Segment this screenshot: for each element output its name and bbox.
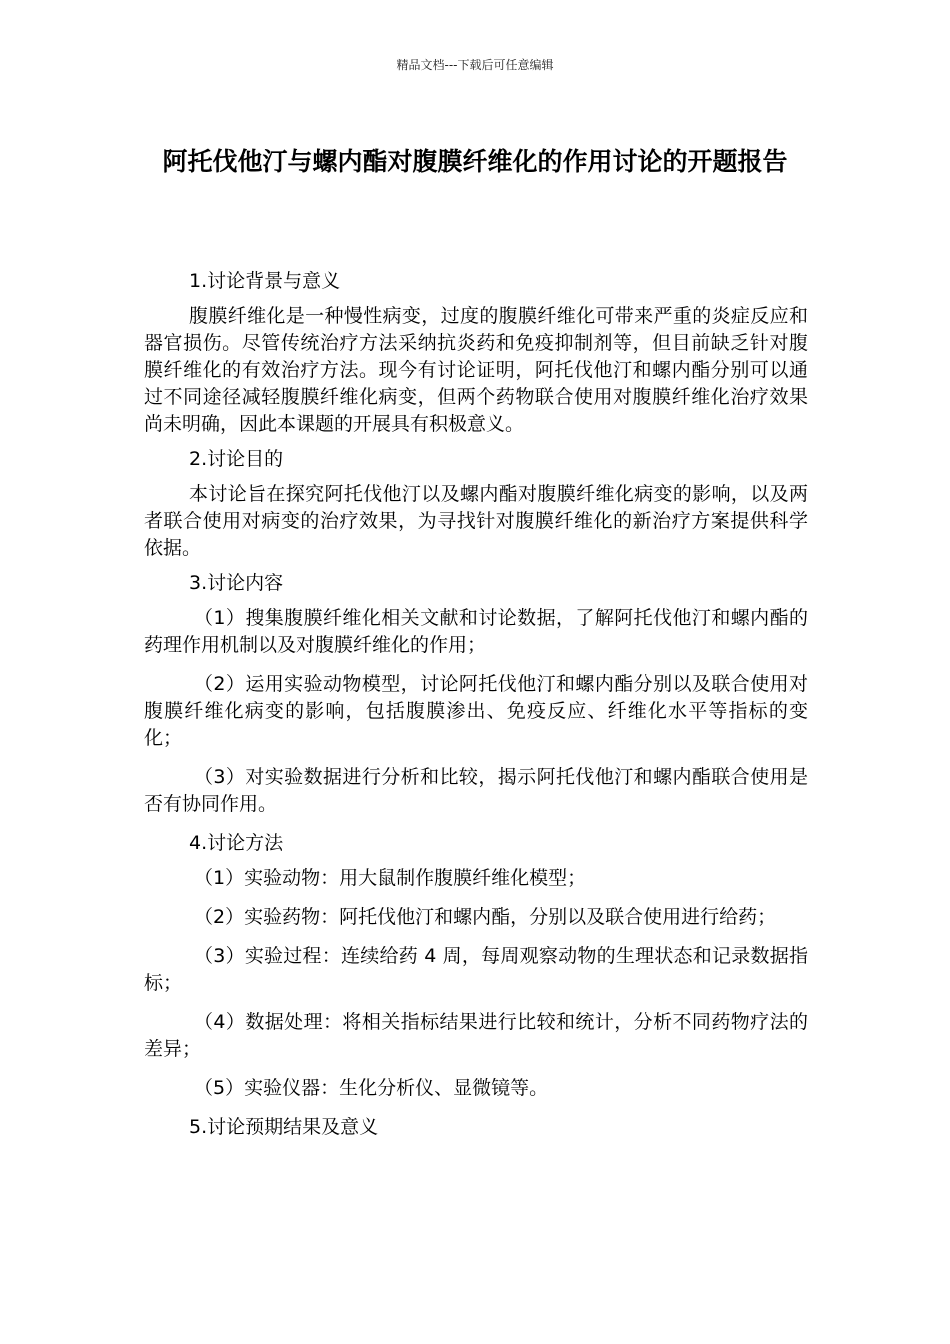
list-item: （2）实验药物：阿托伐他汀和螺内酯，分别以及联合使用进行给药； [194, 906, 777, 928]
list-item: （3）对实验数据进行分析和比较，揭示阿托伐他汀和螺内酯联合使用是否有协同作用。 [144, 766, 808, 815]
header-note: 精品文档---下载后可任意编辑 [396, 58, 554, 72]
list-item: （1）搜集腹膜纤维化相关文献和讨论数据，了解阿托伐他汀和螺内酯的药理作用机制以及对腹膜纤维化的作用； [144, 607, 808, 656]
list-item: （1）实验动物：用大鼠制作腹膜纤维化模型； [194, 867, 587, 889]
section-heading: 5.讨论预期结果及意义 [189, 1116, 379, 1138]
body-paragraph: 腹膜纤维化是一种慢性病变，过度的腹膜纤维化可带来严重的炎症反应和器官损伤。尽管传统治疗方法采纳抗炎药和免疫抑制剂等，但目前缺乏针对腹膜纤维化的有效治疗方法。现今有讨论证明，阿托伐他汀和螺内酯分别可以通过不同途径减轻腹膜纤维化病变，但两个药物联合使用对腹膜纤维化治疗效果尚未明确，因此本课题的开展具有积极意义。 [144, 305, 808, 435]
section-heading: 1.讨论背景与意义 [189, 270, 341, 292]
list-item: （3）实验过程：连续给药 4 周，每周观察动物的生理状态和记录数据指标； [144, 945, 808, 994]
section-heading: 2.讨论目的 [189, 448, 284, 470]
document-body [144, 268, 808, 1149]
document-title: 阿托伐他汀与螺内酯对腹膜纤维化的作用讨论的开题报告 [162, 147, 788, 176]
section-heading: 3.讨论内容 [189, 572, 284, 594]
list-item: （5）实验仪器：生化分析仪、显微镜等。 [194, 1077, 549, 1099]
list-item: （4）数据处理：将相关指标结果进行比较和统计，分析不同药物疗法的差异； [144, 1011, 808, 1060]
list-item: （2）运用实验动物模型，讨论阿托伐他汀和螺内酯分别以及联合使用对腹膜纤维化病变的影响，包括腹膜渗出、免疫反应、纤维化水平等指标的变化； [144, 673, 808, 749]
section-heading: 4.讨论方法 [189, 832, 284, 854]
body-paragraph: 本讨论旨在探究阿托伐他汀以及螺内酯对腹膜纤维化病变的影响，以及两者联合使用对病变的治疗效果，为寻找针对腹膜纤维化的新治疗方案提供科学依据。 [144, 483, 808, 559]
